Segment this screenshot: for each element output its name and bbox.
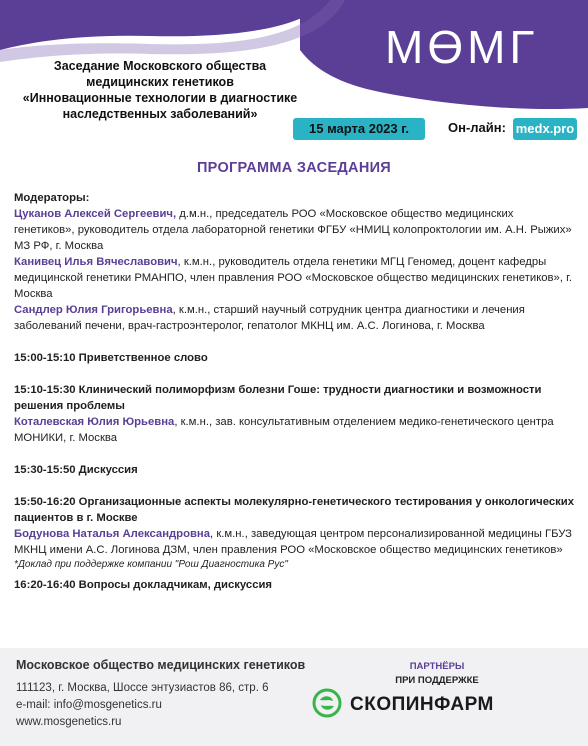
- moderator-info: , к.м.н., руководитель отдела генетики МГЦ Геномед, доцент кафедры медицинской генетики РМАНПО, член правления РОО «Московское общество медицинских генетиков», г. Москва: [14, 256, 572, 300]
- moderator-item: [14, 206, 576, 254]
- title-line: «Инновационные технологии в диагностике: [22, 91, 298, 105]
- moderators-label: Модераторы:: [14, 192, 90, 204]
- spacer: [14, 446, 576, 462]
- footer: [0, 648, 588, 746]
- session-title: 16:20-16:40 Вопросы докладчикам, дискуссия: [14, 579, 273, 591]
- moderator-item: [14, 302, 576, 334]
- footer-address: 111123, г. Москва, Шоссе энтузиастов 86, стр. 6: [16, 682, 269, 694]
- speaker-info: , к.м.н., заведующая центром персонализированной медицины ГБУЗ МКНЦ имени А.С. Логинова ДЗМ, член правления РОО «Московское общество медицинских генетиков»: [14, 528, 572, 556]
- speaker-info: , к.м.н., зав. консультативным отделением медико-генетического центра МОНИКИ, г. Москва: [14, 416, 554, 444]
- partners-block: [382, 660, 492, 688]
- moderator-name: Сандлер Юлия Григорьевна: [14, 304, 173, 316]
- session-title: 15:30-15:50 Дискуссия: [14, 464, 138, 476]
- momg-logo: МӨМГ: [385, 21, 539, 73]
- speaker-item: [14, 414, 576, 446]
- spacer: [14, 366, 576, 382]
- footer-site-link[interactable]: www.mosgenetics.ru: [16, 716, 122, 728]
- speaker-name: Коталевская Юлия Юрьевна: [14, 416, 175, 428]
- moderator-info: д.м.н., председатель РОО «Московское общество медицинских генетиков», руководитель отдела лабораторной генетики ФГБУ «НМИЦ колопроктологии им. А.Н. Рыжих» МЗ РФ, г. Москва: [14, 208, 572, 252]
- skopinfarm-logo-icon: [312, 688, 342, 718]
- spacer: [14, 478, 576, 494]
- support-note: *Доклад при поддержке компании "Рош Диагностика Рус": [14, 559, 288, 570]
- speaker-name: Бодунова Наталья Александровна: [14, 528, 211, 540]
- date-badge: 15 марта 2023 г.: [293, 118, 425, 140]
- footer-org-name: Московское общество медицинских генетиков: [16, 658, 306, 672]
- speaker-item: [14, 526, 576, 558]
- program-content: [14, 190, 576, 593]
- header: [0, 0, 588, 150]
- meeting-title: [10, 58, 310, 122]
- session-title: 15:00-15:10 Приветственное слово: [14, 352, 208, 364]
- moderator-name: Цуканов Алексей Сергеевич,: [14, 208, 177, 220]
- footer-email[interactable]: e-mail: info@mosgenetics.ru: [16, 699, 162, 711]
- moderator-name: Канивец Илья Вячеславович: [14, 256, 178, 268]
- title-line: наследственных заболеваний»: [62, 107, 258, 121]
- moderator-item: [14, 254, 576, 302]
- program-title: ПРОГРАММА ЗАСЕДАНИЯ: [196, 160, 392, 176]
- online-label: Он-лайн:: [448, 120, 506, 135]
- spacer: [14, 334, 576, 350]
- moderator-info: , к.м.н., старший научный сотрудник центра диагностики и лечения заболеваний печени, врач-гастроэнтеролог, гепатолог МКНЦ им. А.С. Логинова, г. Москва: [14, 304, 525, 332]
- support-label: ПРИ ПОДДЕРЖКЕ: [395, 675, 479, 686]
- title-line: Заседание Московского общества: [53, 59, 267, 73]
- session-title: 15:10-15:30 Клинический полиморфизм болезни Гоше: трудности диагностики и возможности решения проблемы: [14, 384, 542, 412]
- title-line: медицинских генетиков: [86, 75, 234, 89]
- sponsor-name: СКОПИНФАРМ: [350, 694, 494, 715]
- online-site-link[interactable]: medx.pro: [513, 118, 577, 140]
- partners-label: ПАРТНЁРЫ: [409, 661, 465, 672]
- session-title: 15:50-16:20 Организационные аспекты молекулярно-генетического тестирования у онкологических пациентов в г. Москве: [14, 496, 575, 524]
